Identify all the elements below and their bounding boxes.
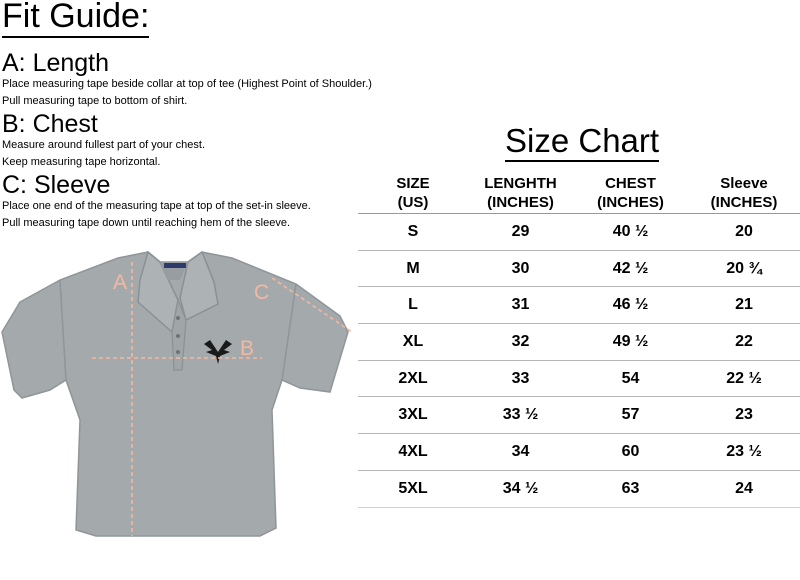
table-row <box>358 324 800 361</box>
length-instruction-1: Place measuring tape beside collar at top of tee (Highest Point of Shoulder.) <box>2 78 372 90</box>
size-chart-table <box>358 173 800 508</box>
chest-cell: 54 <box>573 360 688 397</box>
sleeve-cell: 20 <box>688 214 800 251</box>
length-cell: 32 <box>468 324 573 361</box>
table-row <box>358 250 800 287</box>
sleeve-cell: 21 <box>688 287 800 324</box>
length-heading: A: Length <box>2 49 110 77</box>
size-chart-header-row <box>358 173 800 214</box>
length-cell: 29 <box>468 214 573 251</box>
sleeve-cell: 20 ¾ <box>688 250 800 287</box>
size-cell: XL <box>358 324 468 361</box>
header-length-line2: (INCHES) <box>487 194 554 211</box>
header-length <box>468 173 573 214</box>
length-cell: 33 <box>468 360 573 397</box>
button-middle <box>176 334 180 338</box>
size-cell: M <box>358 250 468 287</box>
chest-instruction-1: Measure around fullest part of your chest. <box>2 139 205 151</box>
header-length-line1: LENGHTH <box>484 175 557 192</box>
chest-cell: 57 <box>573 397 688 434</box>
size-chart-title: Size Chart <box>505 122 659 162</box>
table-row <box>358 287 800 324</box>
chest-cell: 49 ½ <box>573 324 688 361</box>
sleeve-instruction-1: Place one end of the measuring tape at top of the set-in sleeve. <box>2 200 311 212</box>
header-chest <box>573 173 688 214</box>
chest-cell: 60 <box>573 434 688 471</box>
collar-tag <box>164 263 186 268</box>
sleeve-cell: 22 <box>688 324 800 361</box>
header-size <box>358 173 468 214</box>
table-row <box>358 434 800 471</box>
size-cell: S <box>358 214 468 251</box>
sleeve-cell: 23 <box>688 397 800 434</box>
label-b: B <box>240 337 255 360</box>
size-cell: L <box>358 287 468 324</box>
length-cell: 31 <box>468 287 573 324</box>
sleeve-section <box>2 172 311 232</box>
length-cell: 34 ½ <box>468 470 573 507</box>
sleeve-cell: 24 <box>688 470 800 507</box>
chest-instruction-2: Keep measuring tape horizontal. <box>2 156 161 168</box>
label-a: A <box>113 271 128 294</box>
header-sleeve-line2: (INCHES) <box>710 194 778 211</box>
sleeve-instruction-2: Pull measuring tape down until reaching hem of the sleeve. <box>2 217 291 229</box>
table-row <box>358 470 800 507</box>
length-cell: 34 <box>468 434 573 471</box>
polo-shirt-diagram <box>0 240 352 540</box>
sleeve-cell: 22 ½ <box>688 360 800 397</box>
table-row <box>358 214 800 251</box>
label-c: C <box>254 281 270 304</box>
sleeve-heading: C: Sleeve <box>2 171 111 199</box>
chest-heading: B: Chest <box>2 110 98 138</box>
header-size-line2: (US) <box>397 194 429 211</box>
table-row <box>358 397 800 434</box>
button-top <box>176 316 180 320</box>
header-chest-line2: (INCHES) <box>597 194 664 211</box>
chest-cell: 46 ½ <box>573 287 688 324</box>
sleeve-cell: 23 ½ <box>688 434 800 471</box>
size-cell: 2XL <box>358 360 468 397</box>
header-size-line1: SIZE <box>396 175 430 192</box>
chest-section <box>2 111 205 171</box>
length-section <box>2 50 372 110</box>
length-cell: 30 <box>468 250 573 287</box>
size-cell: 4XL <box>358 434 468 471</box>
header-chest-line1: CHEST <box>605 175 656 192</box>
length-cell: 33 ½ <box>468 397 573 434</box>
table-row <box>358 360 800 397</box>
button-bottom <box>176 350 180 354</box>
size-cell: 5XL <box>358 470 468 507</box>
chest-cell: 40 ½ <box>573 214 688 251</box>
chest-cell: 42 ½ <box>573 250 688 287</box>
fit-guide-title: Fit Guide: <box>2 0 149 38</box>
size-cell: 3XL <box>358 397 468 434</box>
chest-cell: 63 <box>573 470 688 507</box>
header-sleeve <box>688 173 800 214</box>
length-instruction-2: Pull measuring tape to bottom of shirt. <box>2 95 188 107</box>
header-sleeve-line1: Sleeve <box>720 175 768 192</box>
